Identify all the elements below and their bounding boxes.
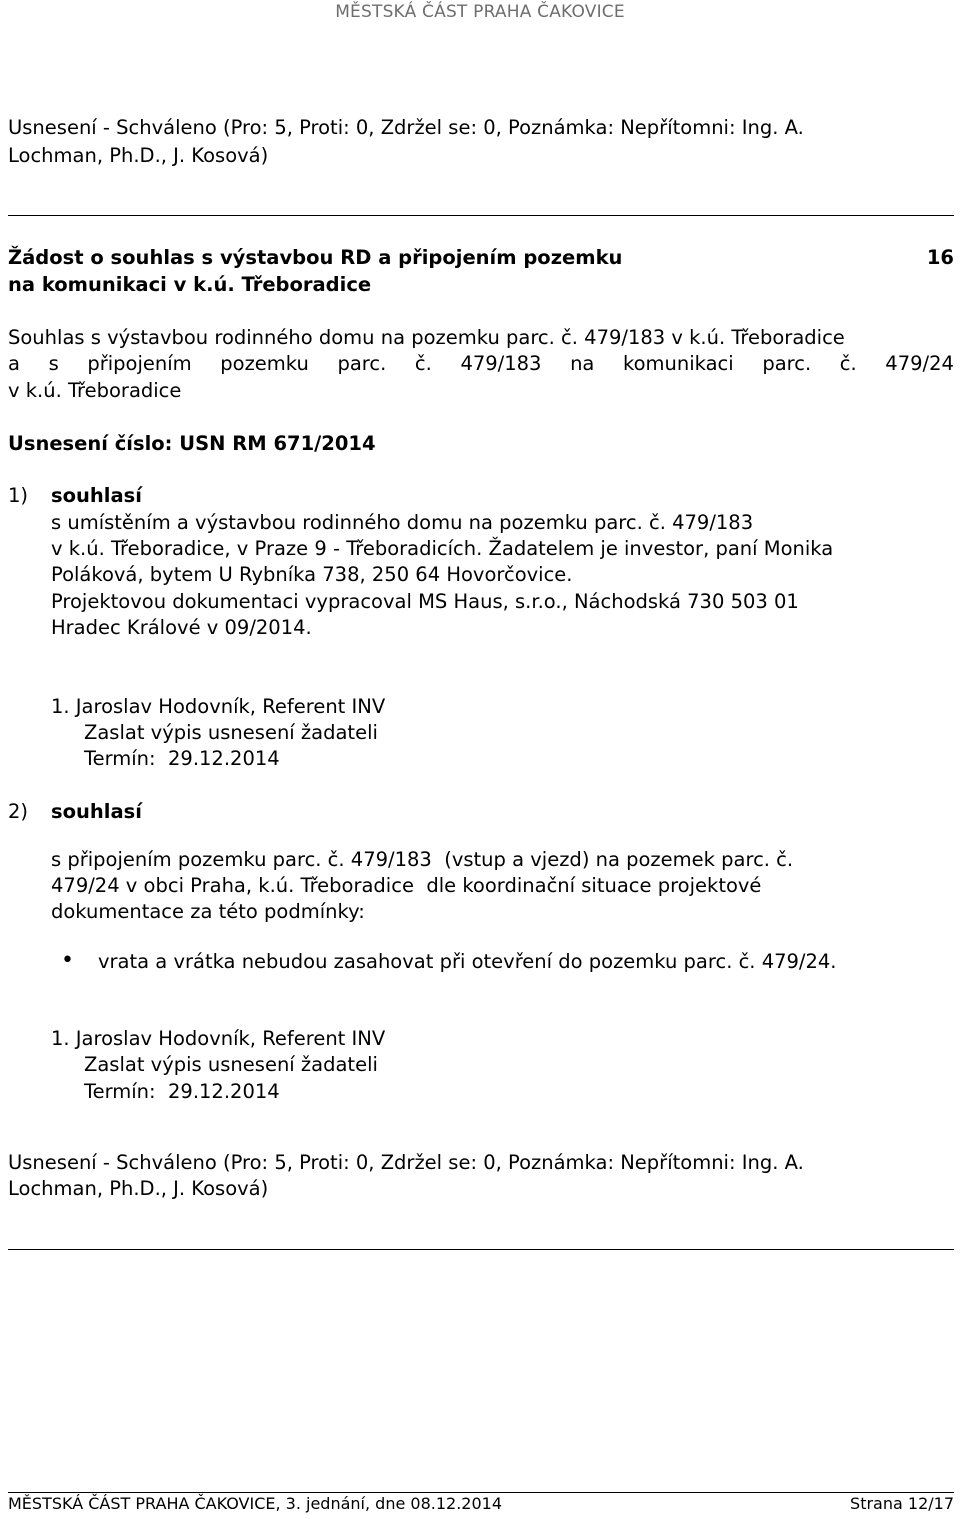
bullet-dot: • [61, 948, 74, 973]
task-description: Zaslat výpis usnesení žadateli [84, 1053, 378, 1076]
vote-result-line: Lochman, Ph.D., J. Kosová) [8, 1177, 269, 1200]
item-title: Žádost o souhlas s výstavbou RD a připojením pozemku [8, 246, 623, 269]
point-text: Projektovou dokumentaci vypracoval MS Haus, s.r.o., Náchodská 730 503 01 [51, 590, 799, 613]
vote-result-line: Lochman, Ph.D., J. Kosová) [8, 144, 269, 167]
page-header: MĚSTSKÁ ČÁST PRAHA ČAKOVICE [335, 2, 625, 22]
point-text: v k.ú. Třeboradice, v Praze 9 - Třeboradicích. Žadatelem je investor, paní Monika [51, 537, 834, 560]
resolution-number: Usnesení číslo: USN RM 671/2014 [8, 432, 376, 455]
point-text: s připojením pozemku parc. č. 479/183 (vstup a vjezd) na pozemek parc. č. [51, 848, 794, 871]
point-text: dokumentace za této podmínky: [51, 900, 365, 923]
vote-result-line: Usnesení - Schváleno (Pro: 5, Proti: 0, Zdržel se: 0, Poznámka: Nepřítomni: Ing. A. [8, 116, 804, 139]
task-assignee: 1. Jaroslav Hodovník, Referent INV [51, 695, 386, 718]
point-verb: souhlasí [51, 800, 142, 823]
divider [8, 1249, 954, 1250]
point-verb: souhlasí [51, 484, 142, 507]
condition-item: vrata a vrátka nebudou zasahovat při otevření do pozemku parc. č. 479/24. [98, 950, 837, 973]
item-description-justified: a s připojením pozemku parc. č. 479/183 na komunikaci parc. č. 479/24 [8, 352, 954, 375]
task-deadline: Termín: 29.12.2014 [84, 747, 280, 770]
vote-result-line: Usnesení - Schváleno (Pro: 5, Proti: 0, Zdržel se: 0, Poznámka: Nepřítomni: Ing. A. [8, 1151, 804, 1174]
footer-text: MĚSTSKÁ ČÁST PRAHA ČAKOVICE, 3. jednání, dne 08.12.2014 [8, 1494, 502, 1513]
page-number: Strana 12/17 [850, 1494, 954, 1513]
point-marker: 2) [8, 800, 29, 823]
footer-rule [8, 1492, 954, 1493]
item-number: 16 [926, 246, 954, 269]
point-marker: 1) [8, 484, 29, 507]
task-deadline: Termín: 29.12.2014 [84, 1080, 280, 1103]
point-text: Hradec Králové v 09/2014. [51, 616, 312, 639]
point-text: s umístěním a výstavbou rodinného domu na pozemku parc. č. 479/183 [51, 511, 754, 534]
item-description: Souhlas s výstavbou rodinného domu na pozemku parc. č. 479/183 v k.ú. Třeboradice [8, 326, 845, 349]
item-title: na komunikaci v k.ú. Třeboradice [8, 273, 372, 296]
divider [8, 215, 954, 216]
task-description: Zaslat výpis usnesení žadateli [84, 721, 378, 744]
item-description: v k.ú. Třeboradice [8, 379, 182, 402]
task-assignee: 1. Jaroslav Hodovník, Referent INV [51, 1027, 386, 1050]
point-text: Poláková, bytem U Rybníka 738, 250 64 Hovorčovice. [51, 563, 573, 586]
point-text: 479/24 v obci Praha, k.ú. Třeboradice dle koordinační situace projektové [51, 874, 762, 897]
